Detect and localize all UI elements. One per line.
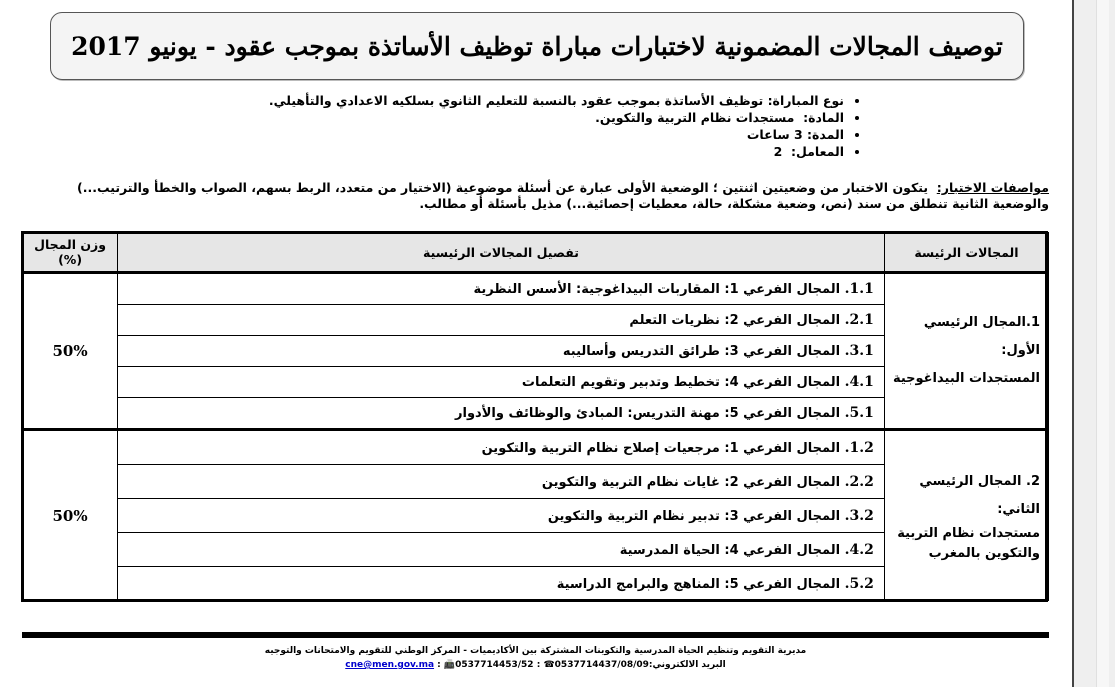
- sub-domain-number: 3.2.: [844, 507, 874, 524]
- sub-domain-number: 2.2.: [844, 473, 874, 490]
- sub-domain-1-3: [118, 336, 885, 367]
- sub-domain-text: تدبير نظام التربية والتكوين: [547, 508, 720, 524]
- sub-domain-1-4: [118, 367, 885, 398]
- sub-domain-label: المجال الفرعي 4:: [724, 542, 841, 558]
- sub-domain-label: المجال الفرعي 3:: [724, 344, 841, 359]
- sub-domain-2-1: [118, 430, 885, 465]
- header-domain-details: تفصيل المجالات الرئيسية: [118, 233, 885, 273]
- sub-domain-2-5: [118, 567, 885, 601]
- specs-text-2: والوضعية الثانية تنطلق من سند (نص، وضعية مشكلة، حالة، معطيات إحصائية...) مذيل بأسئلة أو مطالب.: [419, 196, 1049, 211]
- info-subject-value: مستجدات نظام التربية والتكوين.: [595, 110, 795, 125]
- sub-domain-text: غايات نظام التربية والتكوين: [541, 474, 720, 490]
- scrollbar-track[interactable]: [1096, 0, 1109, 687]
- footer-fax: 0537714453/52: [455, 660, 534, 670]
- sub-domain-text: تخطيط وتدبير وتقويم التعلمات: [521, 375, 720, 390]
- main-domain-2-subtitle: مستجدات نظام التربية والتكوين بالمغرب: [897, 525, 1040, 561]
- phone-icon: ☎: [543, 660, 555, 670]
- sub-domain-number: 4.2.: [844, 541, 874, 558]
- info-type-value: توظيف الأساتذة بموجب عقود بالنسبة للتعليم الثانوي بسلكيه الاعدادي والتأهيلي.: [268, 93, 764, 108]
- sub-domain-text: المقاربات البيداغوجية: الأسس النظرية: [473, 282, 720, 297]
- specs-text-1: يتكون الاختبار من وضعيتين اثنتين ؛ الوضعية الأولى عبارة عن أسئلة موضوعية (الاختيار من متعدد، الربط بسهم، الصواب والخطأ والترتيب...): [77, 180, 929, 195]
- sub-domain-2-4: [118, 533, 885, 567]
- table-row: [23, 273, 1049, 305]
- sub-domain-1-1: [118, 273, 885, 305]
- sub-domain-label: المجال الفرعي 5:: [724, 406, 841, 421]
- viewer-gutter: [1074, 0, 1115, 687]
- header-domain-weight: وزن المجال (%): [23, 233, 118, 273]
- info-coef-label: المعامل:: [790, 144, 844, 159]
- sub-domain-number: 5.1.: [844, 405, 874, 421]
- specs-label: مواصفات الاختبار:: [936, 180, 1049, 195]
- footer-divider: [22, 632, 1049, 638]
- sub-domain-label: المجال الفرعي 3:: [724, 508, 841, 524]
- footer-contacts: البريد الالكتروني:cne@men.gov.ma : 📠0537714453/52 : ☎0537714437/08/09: [345, 660, 726, 670]
- main-domain-2: [884, 430, 1048, 601]
- header-main-domains: المجالات الرئيسة: [884, 233, 1048, 273]
- sub-domain-text: مهنة التدريس: المبادئ والوظائف والأدوار: [455, 406, 720, 421]
- main-domain-1-title: 1.المجال الرئيسي الأول:: [923, 315, 1040, 358]
- sub-domain-text: نظريات التعلم: [629, 313, 720, 328]
- table-row: [23, 430, 1049, 465]
- main-domain-1-subtitle: المستجدات البيداغوجية: [892, 371, 1040, 386]
- info-subject-label: المادة:: [803, 110, 844, 125]
- sub-domain-label: المجال الفرعي 1:: [724, 282, 841, 297]
- sub-domain-text: المناهج والبرامج الدراسية: [556, 576, 720, 592]
- sub-domain-text: مرجعيات إصلاح نظام التربية والتكوين: [481, 440, 720, 456]
- sub-domain-1-5: [118, 398, 885, 430]
- sub-domain-number: 2.1.: [844, 312, 874, 328]
- main-domain-2-title: 2. المجال الرئيسي الثاني:: [919, 473, 1040, 517]
- fax-icon: 📠: [443, 660, 456, 670]
- sub-domain-label: المجال الفرعي 5:: [724, 576, 841, 592]
- footer-phone: 0537714437/08/09: [554, 660, 649, 670]
- sub-domain-number: 1.1.: [844, 281, 874, 297]
- info-duration: [22, 126, 844, 143]
- title-box: [50, 12, 1024, 80]
- info-coef-value: 2: [773, 144, 783, 159]
- sub-domain-number: 5.2.: [844, 575, 874, 592]
- sub-domain-number: 3.1.: [844, 343, 874, 359]
- sub-domain-number: 4.1.: [844, 374, 874, 390]
- info-type-label: نوع المباراة:: [767, 93, 844, 108]
- sub-domain-label: المجال الفرعي 2:: [724, 313, 841, 328]
- competition-info: [22, 92, 862, 160]
- footer-institution: مديرية التقويم وتنظيم الحياة المدرسية والتكوينات المشتركة بين الأكاديميات - المركز الوطني للتقويم والامتحانات والتوجيه: [264, 646, 807, 656]
- domains-table: [22, 232, 1049, 601]
- sub-domain-label: المجال الفرعي 4:: [724, 375, 841, 390]
- weight-domain-2: 50%: [23, 430, 118, 601]
- table-header-row: [23, 233, 1049, 273]
- sub-domain-label: المجال الفرعي 1:: [724, 440, 841, 456]
- footer-email-link[interactable]: cne@men.gov.ma: [345, 660, 435, 670]
- info-duration-value: 3 ساعات: [746, 127, 803, 142]
- sub-domain-2-3: [118, 499, 885, 533]
- sub-domain-text: الحياة المدرسية: [619, 542, 720, 558]
- page-title: توصيف المجالات المضمونية لاختبارات مباراة توظيف الأساتذة بموجب عقود - يونيو 2017: [71, 31, 1003, 61]
- sub-domain-label: المجال الفرعي 2:: [724, 474, 841, 490]
- sub-domain-2-2: [118, 465, 885, 499]
- footer-email-label: البريد الالكتروني:: [648, 660, 726, 670]
- page-footer: [22, 644, 1049, 672]
- test-specifications: [22, 180, 1049, 212]
- info-coefficient: [22, 143, 844, 160]
- specs-line-1: [22, 180, 1049, 196]
- info-type: [22, 92, 844, 109]
- weight-domain-1: 50%: [23, 273, 118, 430]
- sub-domain-1-2: [118, 305, 885, 336]
- main-domain-1: [884, 273, 1048, 430]
- sub-domain-text: طرائق التدريس وأساليبه: [562, 344, 720, 359]
- info-subject: [22, 109, 844, 126]
- sub-domain-number: 1.2.: [844, 439, 874, 456]
- info-list: [22, 92, 862, 160]
- info-duration-label: المدة:: [807, 127, 844, 142]
